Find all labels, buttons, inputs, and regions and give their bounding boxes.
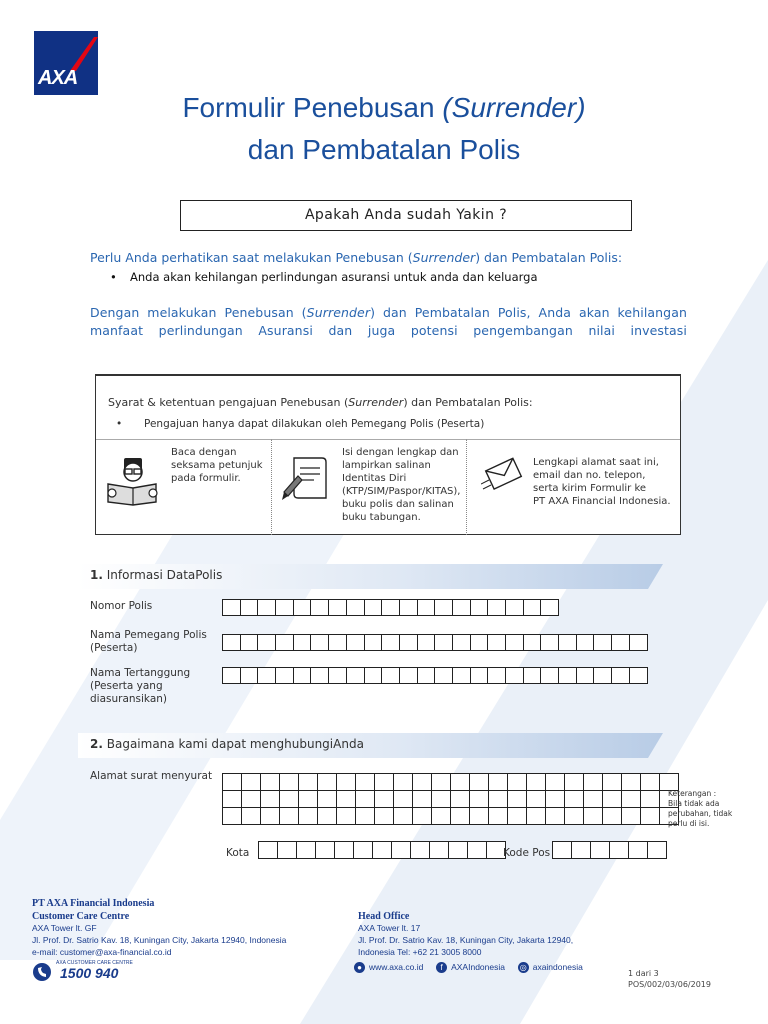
char-box[interactable] [240,667,259,684]
page-title-line1: Formulir Penebusan (Surrender) [182,92,586,123]
char-box[interactable] [584,791,602,807]
char-box[interactable] [523,667,542,684]
char-box[interactable] [275,634,294,651]
char-box[interactable] [222,667,241,684]
char-box[interactable] [257,634,276,651]
char-box[interactable] [310,634,329,651]
mailing-address-field[interactable] [222,773,679,825]
char-box[interactable] [346,667,365,684]
char-box[interactable] [257,667,276,684]
terms-bullet: • Pengajuan hanya dapat dilakukan oleh Pemegang Polis (Peserta) [116,418,485,430]
footer-cc-email[interactable]: e-mail: customer@axa-financial.co.id [32,947,172,957]
char-box[interactable] [452,667,471,684]
page-title-line2: dan Pembatalan Polis [247,134,521,165]
globe-icon: ● [354,962,365,973]
char-box[interactable] [430,842,448,858]
char-box[interactable] [242,774,260,790]
char-box[interactable] [328,634,347,651]
axa-logo: AXA [34,31,98,95]
char-box[interactable] [280,808,298,824]
intro-text: Perlu Anda perhatikan saat melakukan Penebusan (Surrender) dan Pembatalan Polis: [90,250,623,265]
step-fill-text: Isi dengan lengkap dan lampirkan salinan Identitas Diri (KTP/SIM/Paspor/KITAS), buku polis dan salinan buku tabungan. [342,447,461,523]
char-box[interactable] [434,634,453,651]
char-box[interactable] [584,808,602,824]
char-box[interactable] [641,791,659,807]
char-box[interactable] [610,842,628,858]
char-box[interactable] [242,808,260,824]
char-box[interactable] [299,774,317,790]
step-send-text: Lengkapi alamat saat ini, email dan no. telepon, serta kirim Formulir ke PT AXA Financial Indonesia. [533,457,671,507]
char-box[interactable] [546,808,564,824]
char-box[interactable] [470,667,489,684]
footer-ho-title: Head Office [358,911,410,922]
section1-title: 1. Informasi DataPolis [90,568,223,582]
char-box[interactable] [399,667,418,684]
char-box[interactable] [540,634,559,651]
footer-web[interactable]: www.axa.co.id [369,962,424,972]
footer-cc-line1: AXA Tower lt. GF [32,923,97,933]
char-box[interactable] [523,599,542,616]
char-box[interactable] [546,791,564,807]
terms-box [95,374,681,535]
char-box[interactable] [603,774,621,790]
insured-name-field[interactable] [222,667,648,684]
char-box[interactable] [375,774,393,790]
postcode-field[interactable] [552,841,667,859]
char-box[interactable] [381,599,400,616]
char-box[interactable] [622,808,640,824]
char-box[interactable] [293,599,312,616]
char-box[interactable] [611,667,630,684]
char-box[interactable] [310,599,329,616]
policy-number-field[interactable] [222,599,559,616]
char-box[interactable] [434,599,453,616]
intro-bullet: • Anda akan kehilangan perlindungan asuransi untuk anda dan keluarga [110,270,538,284]
char-box[interactable] [364,634,383,651]
char-box[interactable] [576,667,595,684]
char-box[interactable] [411,842,429,858]
char-box[interactable] [337,774,355,790]
char-box[interactable] [523,634,542,651]
char-box[interactable] [508,774,526,790]
char-box[interactable] [223,774,241,790]
char-box[interactable] [584,774,602,790]
char-box[interactable] [222,634,241,651]
char-box[interactable] [468,842,486,858]
label-policy-holder: Nama Pemegang Polis (Peserta) [90,629,207,654]
char-box[interactable] [299,791,317,807]
char-box[interactable] [354,842,372,858]
char-box[interactable] [328,667,347,684]
policy-holder-name-field[interactable] [222,634,648,651]
char-box[interactable] [259,842,277,858]
char-box[interactable] [381,667,400,684]
char-box[interactable] [565,791,583,807]
note-text: Keterangan : Bila tidak ada perubahan, tidak perlu di isi. [668,789,733,828]
char-box[interactable] [527,791,545,807]
char-box[interactable] [470,599,489,616]
char-box[interactable] [432,791,450,807]
char-box[interactable] [470,774,488,790]
page-number: 1 dari 3 [628,969,659,978]
footer-cc-title: Customer Care Centre [32,911,130,922]
char-box[interactable] [452,634,471,651]
char-box[interactable] [451,774,469,790]
char-box[interactable] [470,791,488,807]
char-box[interactable] [558,667,577,684]
char-box[interactable] [629,667,648,684]
char-box[interactable] [240,634,259,651]
char-box[interactable] [565,774,583,790]
char-box[interactable] [394,791,412,807]
char-box[interactable] [660,774,678,790]
warning-text: Dengan melakukan Penebusan (Surrender) dan Pembatalan Polis, Anda akan kehilangan manfaat perlindungan Asuransi dan juga potensi pengembangan nilai investasi [90,305,687,338]
section2-title: 2. Bagaimana kami dapat menghubungiAnda [90,737,364,751]
char-box[interactable] [293,667,312,684]
char-box[interactable] [591,842,609,858]
footer-instagram[interactable]: axaindonesia [532,962,583,972]
char-box[interactable] [310,667,329,684]
char-box[interactable] [318,808,336,824]
char-box[interactable] [558,634,577,651]
label-insured: Nama Tertanggung (Peserta yang diasuransikan) [90,667,191,705]
cc-logo-number: 1500 940 [60,965,119,981]
char-box[interactable] [413,791,431,807]
char-box[interactable] [223,791,241,807]
char-box[interactable] [622,791,640,807]
section-bar-contact [78,733,663,758]
footer-company: PT AXA Financial Indonesia [32,898,155,909]
char-box[interactable] [261,808,279,824]
char-box[interactable] [546,774,564,790]
footer-facebook[interactable]: AXAIndonesia [451,962,505,972]
char-box[interactable] [275,599,294,616]
char-box[interactable] [489,791,507,807]
char-box[interactable] [399,634,418,651]
char-box[interactable] [593,667,612,684]
char-box[interactable] [451,808,469,824]
char-box[interactable] [629,842,647,858]
char-box[interactable] [572,842,590,858]
instagram-icon: ◎ [518,962,529,973]
char-box[interactable] [576,634,595,651]
char-box[interactable] [364,667,383,684]
char-box[interactable] [413,808,431,824]
char-box[interactable] [240,599,259,616]
char-box[interactable] [318,774,336,790]
char-box[interactable] [328,599,347,616]
char-box[interactable] [489,774,507,790]
char-box[interactable] [417,599,436,616]
char-box[interactable] [299,808,317,824]
footer-ho-line2: Jl. Prof. Dr. Satrio Kav. 18, Kuningan City, Jakarta 12940, [358,935,574,945]
char-box[interactable] [489,808,507,824]
terms-title: Syarat & ketentuan pengajuan Penebusan (Surrender) dan Pembatalan Polis: [108,396,533,409]
char-box[interactable] [275,667,294,684]
char-box[interactable] [434,667,453,684]
char-box[interactable] [242,791,260,807]
char-box[interactable] [257,599,276,616]
label-postcode: Kode Pos [503,847,551,859]
char-box[interactable] [603,808,621,824]
char-box[interactable] [375,791,393,807]
label-city: Kota [226,847,250,859]
char-box[interactable] [373,842,391,858]
char-box[interactable] [356,774,374,790]
char-box[interactable] [297,842,315,858]
char-box[interactable] [316,842,334,858]
char-box[interactable] [505,667,524,684]
char-box[interactable] [508,791,526,807]
envelope-icon [481,456,525,494]
char-box[interactable] [356,791,374,807]
char-box[interactable] [611,634,630,651]
question-box: Apakah Anda sudah Yakin ? [180,200,632,231]
char-box[interactable] [540,667,559,684]
char-box[interactable] [565,808,583,824]
section-bar-policy-info [78,564,663,589]
char-box[interactable] [505,599,524,616]
char-box[interactable] [337,791,355,807]
char-box[interactable] [394,808,412,824]
step-send [467,439,680,535]
page-info [628,968,711,990]
char-box[interactable] [487,667,506,684]
cc-logo-caption: AXA CUSTOMER CARE CENTRE [56,960,133,966]
char-box[interactable] [527,808,545,824]
char-box[interactable] [452,599,471,616]
char-box[interactable] [629,634,648,651]
step-read [96,439,271,535]
char-box[interactable] [280,774,298,790]
char-box[interactable] [641,808,659,824]
footer-ho-line1: AXA Tower lt. 17 [358,923,421,933]
char-box[interactable] [335,842,353,858]
char-box[interactable] [470,808,488,824]
footer-social [354,962,583,973]
char-box[interactable] [449,842,467,858]
char-box[interactable] [553,842,571,858]
footer-cc-line2: Jl. Prof. Dr. Satrio Kav. 18, Kuningan City, Jakarta 12940, Indonesia [32,935,287,945]
city-field[interactable] [258,841,506,859]
char-box[interactable] [417,667,436,684]
char-box[interactable] [487,634,506,651]
reader-icon [104,454,160,506]
step-read-text: Baca dengan seksama petunjuk pada formulir. [171,447,263,484]
char-box[interactable] [399,599,418,616]
char-box[interactable] [417,634,436,651]
char-box[interactable] [451,791,469,807]
char-box[interactable] [280,791,298,807]
char-box[interactable] [394,774,412,790]
char-box[interactable] [413,774,431,790]
char-box[interactable] [432,774,450,790]
form-code: POS/002/03/06/2019 [628,980,711,989]
char-box[interactable] [346,634,365,651]
char-box[interactable] [641,774,659,790]
char-box[interactable] [337,808,355,824]
char-box[interactable] [622,774,640,790]
char-box[interactable] [318,791,336,807]
char-box[interactable] [278,842,296,858]
char-box[interactable] [356,808,374,824]
char-box[interactable] [527,774,545,790]
facebook-icon: f [436,962,447,973]
char-box[interactable] [261,791,279,807]
char-box[interactable] [508,808,526,824]
char-box[interactable] [648,842,666,858]
char-box[interactable] [364,599,383,616]
footer-ho-line3: Indonesia Tel: +62 21 3005 8000 [358,947,482,957]
char-box[interactable] [432,808,450,824]
char-box[interactable] [593,634,612,651]
char-box[interactable] [487,599,506,616]
char-box[interactable] [346,599,365,616]
char-box[interactable] [603,791,621,807]
label-policy-number: Nomor Polis [90,600,153,612]
char-box[interactable] [261,774,279,790]
char-box[interactable] [540,599,559,616]
char-box[interactable] [381,634,400,651]
label-mailing-address: Alamat surat menyurat [90,770,213,782]
char-box[interactable] [505,634,524,651]
char-box[interactable] [293,634,312,651]
char-box[interactable] [470,634,489,651]
step-fill [271,439,467,535]
char-box[interactable] [223,808,241,824]
char-box[interactable] [392,842,410,858]
char-box[interactable] [222,599,241,616]
char-box[interactable] [375,808,393,824]
document-pen-icon [282,454,328,502]
customer-care-logo [32,960,132,988]
